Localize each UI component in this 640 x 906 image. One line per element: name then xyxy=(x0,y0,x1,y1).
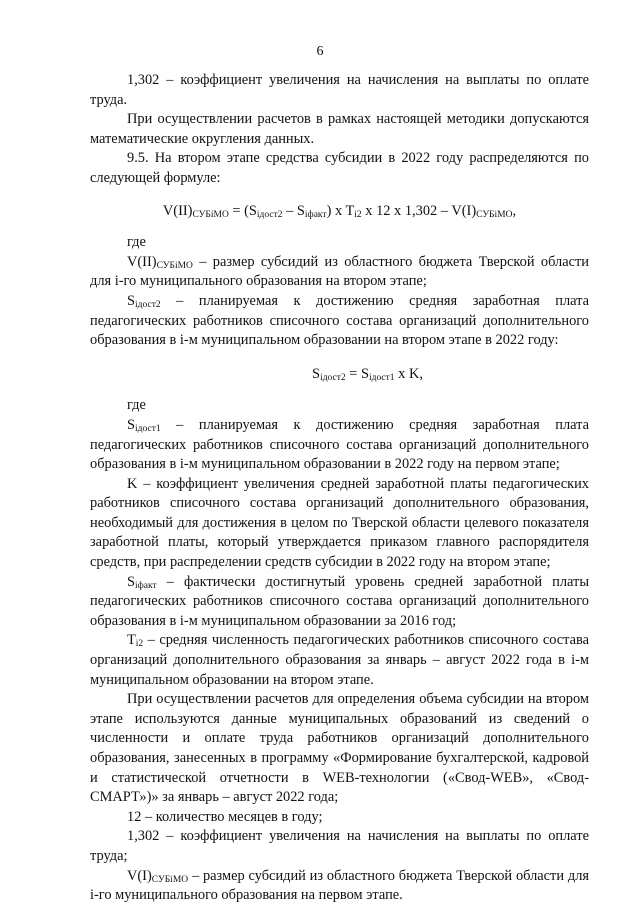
definition-s-fact: $S_{iфакт}$ – фактически достигнутый уровень средней заработной платы педагогических работников списочного состава организаций дополнительного образования в i-м муниципальном образовании за 2016 год; xyxy=(90,573,589,629)
definition-s-dost2: $S_{iдост2}$ – планируемая к достижению средняя заработная плата педагогических работников списочного состава организаций дополнительного образования в i-м муниципальном образовании на втором этапе в 2022 году: xyxy=(90,292,589,349)
where-label: где xyxy=(127,234,146,251)
where-label: где xyxy=(127,397,146,414)
definition-s-dost1: $S_{iдост1}$ – планируемая к достижению средняя заработная плата педагогических работников списочного состава организаций дополнительного образования в i-м муниципальном образовании в 2022 году на первом этапе; xyxy=(90,416,589,473)
definition-t2: $T_{i2}$ – средняя численность педагогических работников списочного состава организаций дополнительного образования за январь – август 2022 года в i-м муниципальном образовании на втором этапе. xyxy=(90,632,589,688)
definition-k: K – коэффициент увеличения средней заработной платы педагогических работников списочного состава организаций дополнительного образования, необходимый для достижения в целом по Тверской области целевого показателя заработной платы, который утверждается приказом главного распорядителя средств, при распределении средств субсидии в 2022 году на втором этапе; xyxy=(90,475,589,571)
definition-v2: $V(II)_{СУБiМО}$ – размер субсидий из областного бюджета Тверской области для i-го муниципального образования на втором этапе; xyxy=(90,253,589,290)
paragraph-coefficient: 1,302 – коэффициент увеличения на начисления на выплаты по оплате труда. xyxy=(90,72,589,108)
paragraph-data-source: При осуществлении расчетов для определения объема субсидии на втором этапе используются данные муниципальных образований из сведений о численности и оплате труда работников организаций дополнительного образования, занесенных в программу «Формирование бухгалтерской, кадровой и статистической отчетности в WEB-технологии («Свод-WEB», «Свод-СМАРТ»)» за январь – август 2022 года; xyxy=(90,691,589,806)
paragraph-months: 12 – количество месяцев в году; xyxy=(127,808,323,825)
definition-v1: $V(I)_{СУБiМО}$ – размер субсидий из областного бюджета Тверской области для i-го муниципального образования на первом этапе. xyxy=(90,867,589,904)
paragraph-section-9-5: 9.5. На втором этапе средства субсидии в 2022 году распределяются по следующей формуле: xyxy=(90,150,589,186)
formula-main: $V(II)_{СУБiМО} = (S_{iдост2} - S_{iфакт})$ x $T_{i2}$ x 12 x $1,302 - V(I)_{СУБiМО}$, xyxy=(162,202,517,220)
paragraph-coefficient-2: 1,302 – коэффициент увеличения на начисления на выплаты по оплате труда; xyxy=(90,828,589,864)
formula-s-dost2: $S_{iдост2} = S_{iдост1}$ x K, xyxy=(312,365,423,383)
page-number: 6 xyxy=(316,44,324,59)
document-body xyxy=(90,71,589,906)
paragraph-rounding: При осуществлении расчетов в рамках настоящей методики допускаются математические округления данных. xyxy=(90,111,589,147)
